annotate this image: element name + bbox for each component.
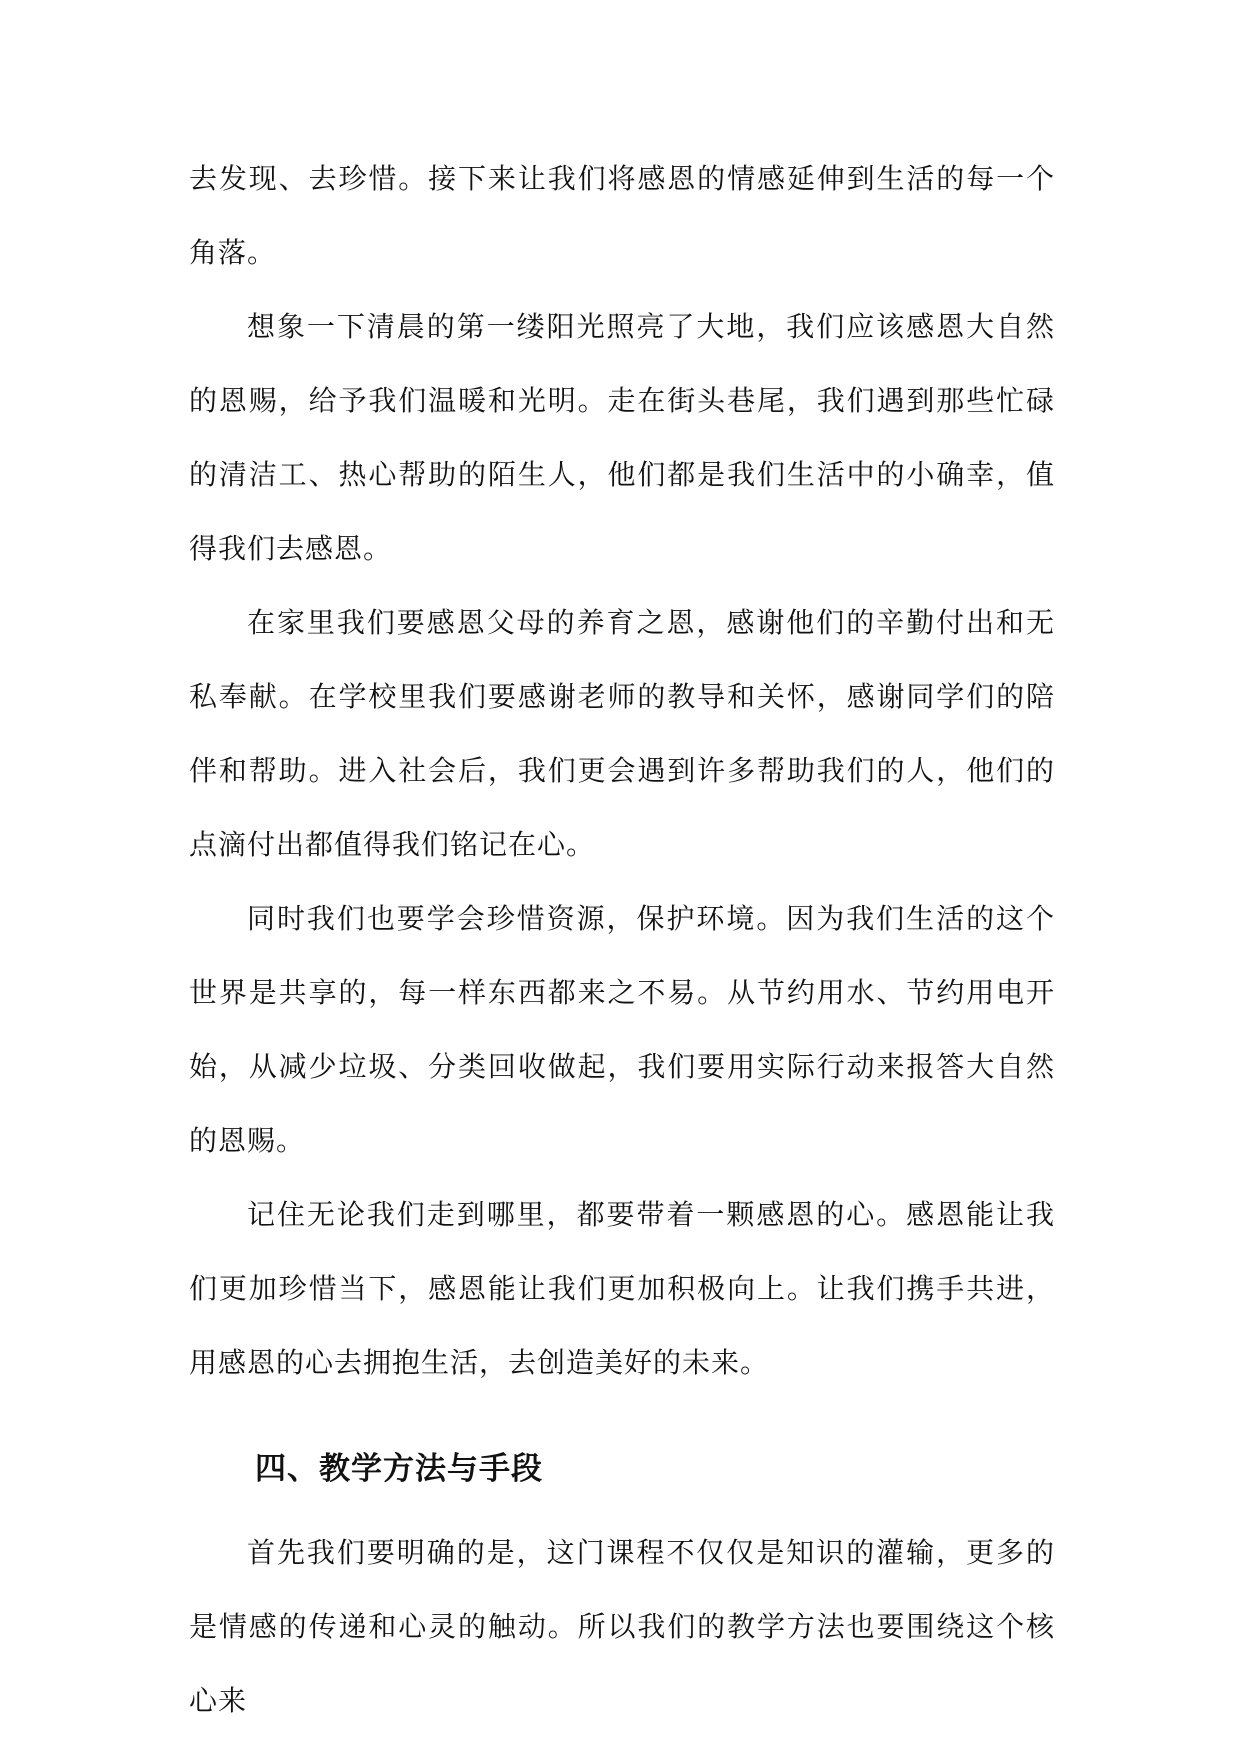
paragraph-continuation: 去发现、去珍惜。接下来让我们将感恩的情感延伸到生活的每一个角落。 [189,162,1055,269]
paragraph-teaching-method: 首先我们要明确的是，这门课程不仅仅是知识的灌输，更多的是情感的传递和心灵的触动。所以我们的教学方法也要围绕这个核心来 [189,1536,1055,1717]
paragraph-conclusion: 记住无论我们走到哪里，都要带着一颗感恩的心。感恩能让我们更加珍惜当下，感恩能让我们更加积极向上。让我们携手共进，用感恩的心去拥抱生活，去创造美好的未来。 [189,1198,1055,1379]
paragraph-family-school: 在家里我们要感恩父母的养育之恩，感谢他们的辛勤付出和无私奉献。在学校里我们要感谢老师的教导和关怀，感谢同学们的陪伴和帮助。进入社会后，我们更会遇到许多帮助我们的人，他们的点滴付出都值得我们铭记在心。 [189,606,1055,861]
document-body [189,142,1055,1738]
paragraph-sunlight: 想象一下清晨的第一缕阳光照亮了大地，我们应该感恩大自然的恩赐，给予我们温暖和光明。走在街头巷尾，我们遇到那些忙碌的清洁工、热心帮助的陌生人，他们都是我们生活中的小确幸，值得我们去感恩。 [189,310,1055,565]
section-heading: 四、教学方法与手段 [255,1451,543,1487]
paragraph-environment: 同时我们也要学会珍惜资源，保护环境。因为我们生活的这个世界是共享的，每一样东西都来之不易。从节约用水、节约用电开始，从减少垃圾、分类回收做起，我们要用实际行动来报答大自然的恩赐。 [189,902,1055,1157]
